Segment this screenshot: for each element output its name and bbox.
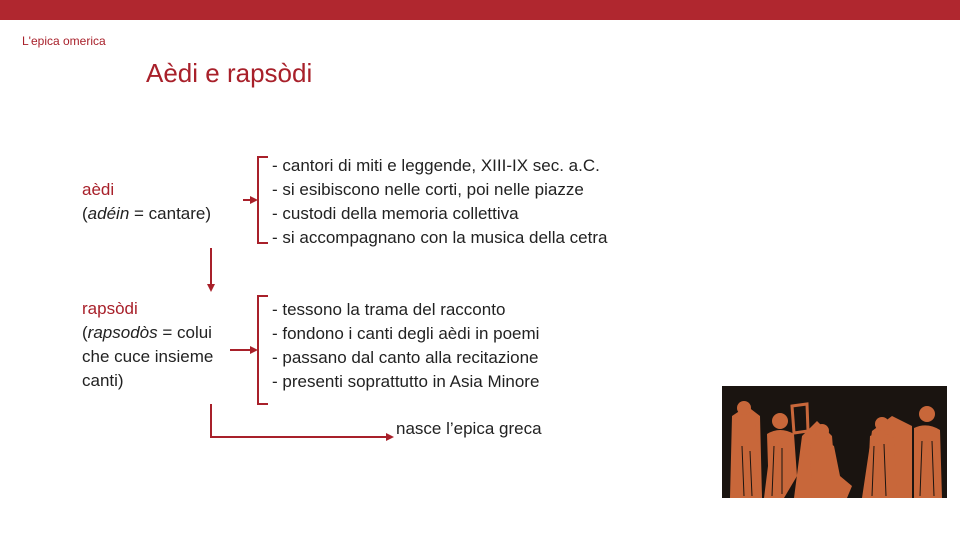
list-item: - passano dal canto alla recitazione <box>272 348 539 367</box>
list-item: - si accompagnano con la musica della cetra <box>272 228 608 247</box>
list-item: - custodi della memoria collettiva <box>272 204 519 223</box>
list-item: - si esibiscono nelle corti, poi nelle piazze <box>272 180 584 199</box>
rapsodi-etymology-word: rapsodòs <box>87 323 158 342</box>
list-item: - tessono la trama del racconto <box>272 300 506 319</box>
result-arrow <box>211 404 392 437</box>
page-title: Aèdi e rapsòdi <box>146 58 313 88</box>
list-item: - fondono i canti degli aèdi in poemi <box>272 324 540 343</box>
aedi-etymology-word: adéin <box>87 204 130 223</box>
aedi-etymology: (adéin = cantare) <box>82 204 212 223</box>
rapsodi-term: rapsòdi <box>82 299 138 318</box>
rapsodi-bracket <box>258 296 268 404</box>
aedi-bracket <box>258 157 268 243</box>
aedi-term: aèdi <box>82 180 115 199</box>
section-label: L'epica omerica <box>22 34 106 48</box>
result-text: nasce l’epica greca <box>396 419 542 438</box>
list-item: - presenti soprattutto in Asia Minore <box>272 372 540 391</box>
list-item: - cantori di miti e leggende, XIII-IX sec. a.C. <box>272 156 600 175</box>
rapsodi-etymology: (rapsodòs = colui che cuce insieme canti) <box>82 323 214 390</box>
greek-vase-painting-icon <box>722 386 947 498</box>
